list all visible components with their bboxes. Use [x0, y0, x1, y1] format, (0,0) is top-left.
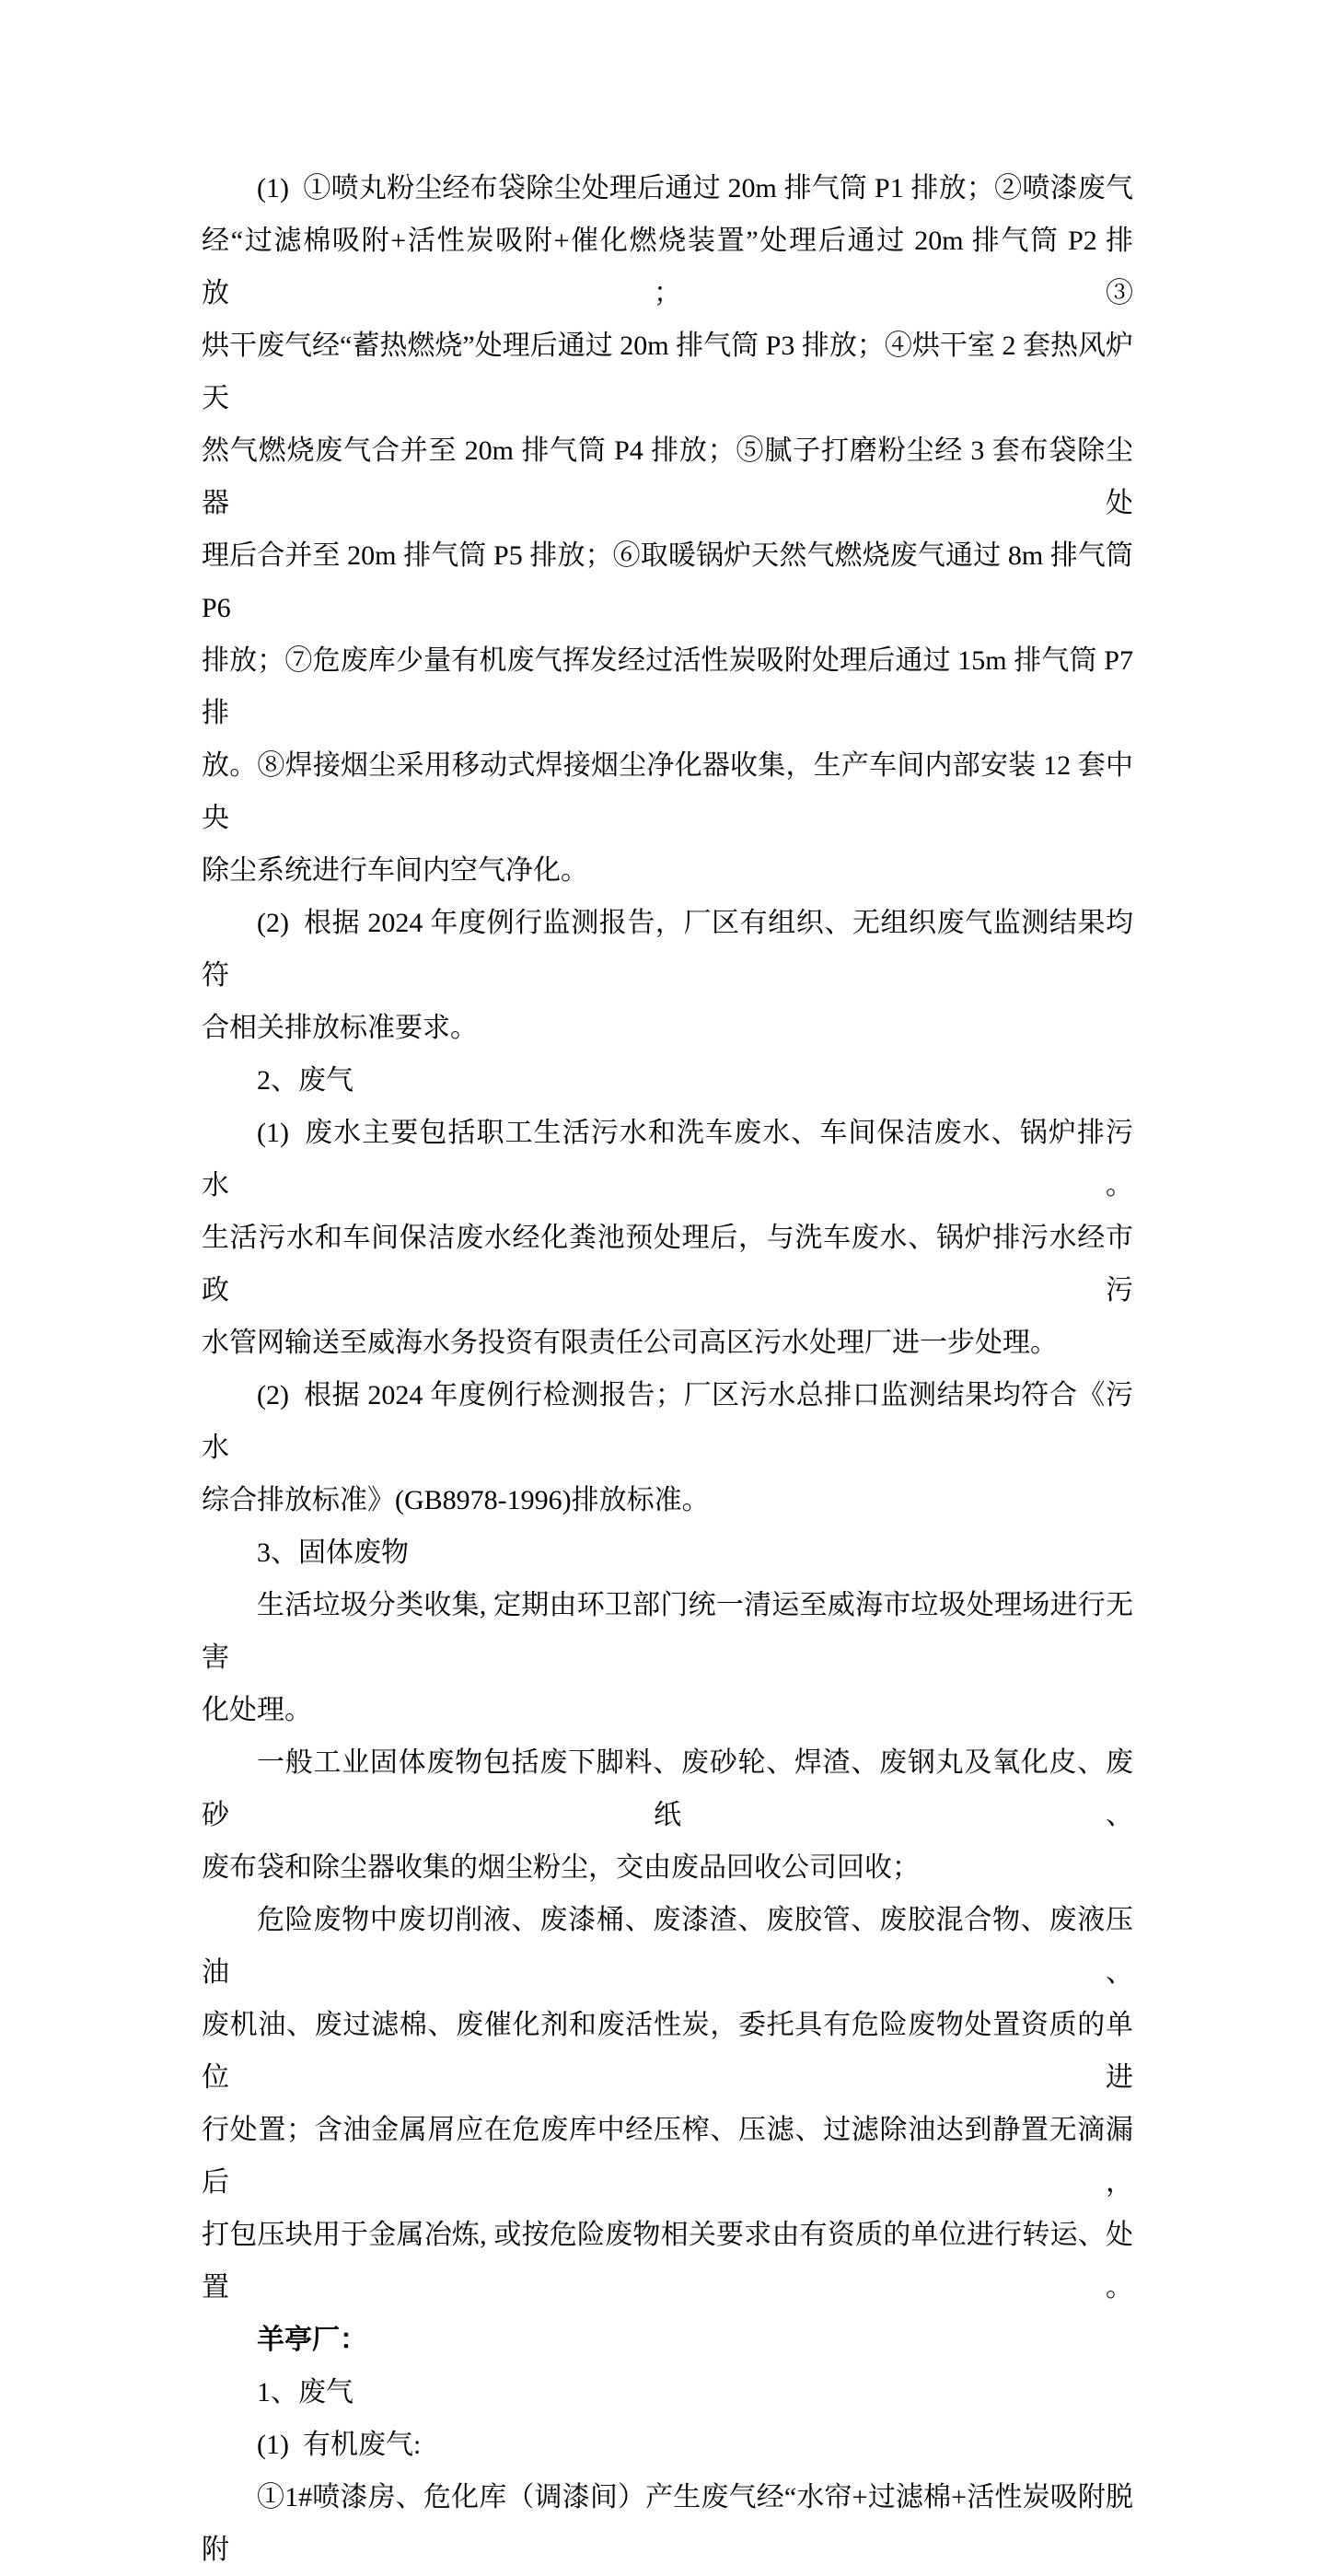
para-waste-gas-monitoring-line-2: 合相关排放标准要求。 [202, 1013, 478, 1043]
para-general-solid-waste-line-1: 一般工业固体废物包括废下脚料、废砂轮、焊渣、废钢丸及氧化皮、废砂纸、 [202, 1747, 1133, 1830]
para-hazardous-waste-line-1: 危险废物中废切削液、废漆桶、废漆渣、废胶管、废胶混合物、废液压油、 [202, 1905, 1133, 1988]
para-waste-gas-line-3: 烘干废气经“蓄热燃烧”处理后通过 20m 排气筒 P3 排放；④烘干室 2 套热风炉天 [202, 331, 1133, 413]
para-domestic-garbage-line-2: 化处理。 [202, 1695, 312, 1725]
para-wastewater-line-1: (1) 废水主要包括职工生活污水和洗车废水、车间保洁废水、锅炉排污水。 [202, 1118, 1133, 1201]
para-waste-gas-line-7: 放。⑧焊接烟尘采用移动式焊接烟尘净化器收集，生产车间内部安装 12 套中央 [202, 750, 1133, 833]
para-hazardous-waste-line-2: 废机油、废过滤棉、废催化剂和废活性炭，委托具有危险废物处置资质的单位进 [202, 2010, 1133, 2093]
para-waste-gas-line-2: 经“过滤棉吸附+活性炭吸附+催化燃烧装置”处理后通过 20m 排气筒 P2 排放；③ [202, 226, 1133, 308]
page-body [202, 162, 1141, 2576]
para-waste-gas-line-4: 然气燃烧废气合并至 20m 排气筒 P4 排放；⑤腻子打磨粉尘经 3 套布袋除尘器处 [202, 435, 1133, 518]
heading-yangting-plant: 羊亭厂： [257, 2325, 367, 2355]
para-waste-gas-line-6: 排放；⑦危废库少量有机废气挥发经过活性炭吸附处理后通过 15m 排气筒 P7 排 [202, 645, 1141, 728]
para-wastewater-monitoring-line-1: (2) 根据 2024 年度例行检测报告；厂区污水总排口监测结果均符合《污水 [202, 1380, 1133, 1463]
para-organic-waste-gas-line-1: ①1#喷漆房、危化库（调漆间）产生废气经“水帘+过滤棉+活性炭吸附脱附 [202, 2482, 1133, 2565]
heading-waste-gas: 1、废气 [257, 2377, 354, 2408]
para-hazardous-waste-line-3: 行处置；含油金属屑应在危废库中经压榨、压滤、过滤除油达到静置无滴漏后， [202, 2115, 1133, 2198]
para-waste-gas-line-5: 理后合并至 20m 排气筒 P5 排放；⑥取暖锅炉天然气燃烧废气通过 8m 排气筒 P6 [202, 540, 1141, 623]
para-wastewater-line-3: 水管网输送至威海水务投资有限责任公司高区污水处理厂进一步处理。 [202, 1328, 1058, 1358]
para-waste-gas-monitoring-line-1: (2) 根据 2024 年度例行监测报告，厂区有组织、无组织废气监测结果均符 [202, 908, 1133, 991]
para-waste-gas-line-8: 除尘系统进行车间内空气净化。 [202, 855, 588, 886]
heading-wastewater: 2、废气 [257, 1065, 354, 1096]
heading-solid-waste: 3、固体废物 [257, 1537, 409, 1568]
subheading-organic-waste-gas: (1) 有机废气: [257, 2430, 422, 2460]
para-wastewater-monitoring-line-2: 综合排放标准》(GB8978-1996)排放标准。 [202, 1485, 710, 1515]
para-general-solid-waste-line-2: 废布袋和除尘器收集的烟尘粉尘，交由废品回收公司回收； [202, 1852, 920, 1883]
para-waste-gas-line-1: (1) ①喷丸粉尘经布袋除尘处理后通过 20m 排气筒 P1 排放；②喷漆废气 [257, 173, 1133, 203]
para-hazardous-waste-line-4: 打包压块用于金属冶炼, 或按危险废物相关要求由有资质的单位进行转运、处置。 [202, 2220, 1133, 2303]
para-domestic-garbage-line-1: 生活垃圾分类收集, 定期由环卫部门统一清运至威海市垃圾处理场进行无害 [202, 1590, 1133, 1673]
para-wastewater-line-2: 生活污水和车间保洁废水经化粪池预处理后，与洗车废水、锅炉排污水经市政污 [202, 1223, 1133, 1305]
